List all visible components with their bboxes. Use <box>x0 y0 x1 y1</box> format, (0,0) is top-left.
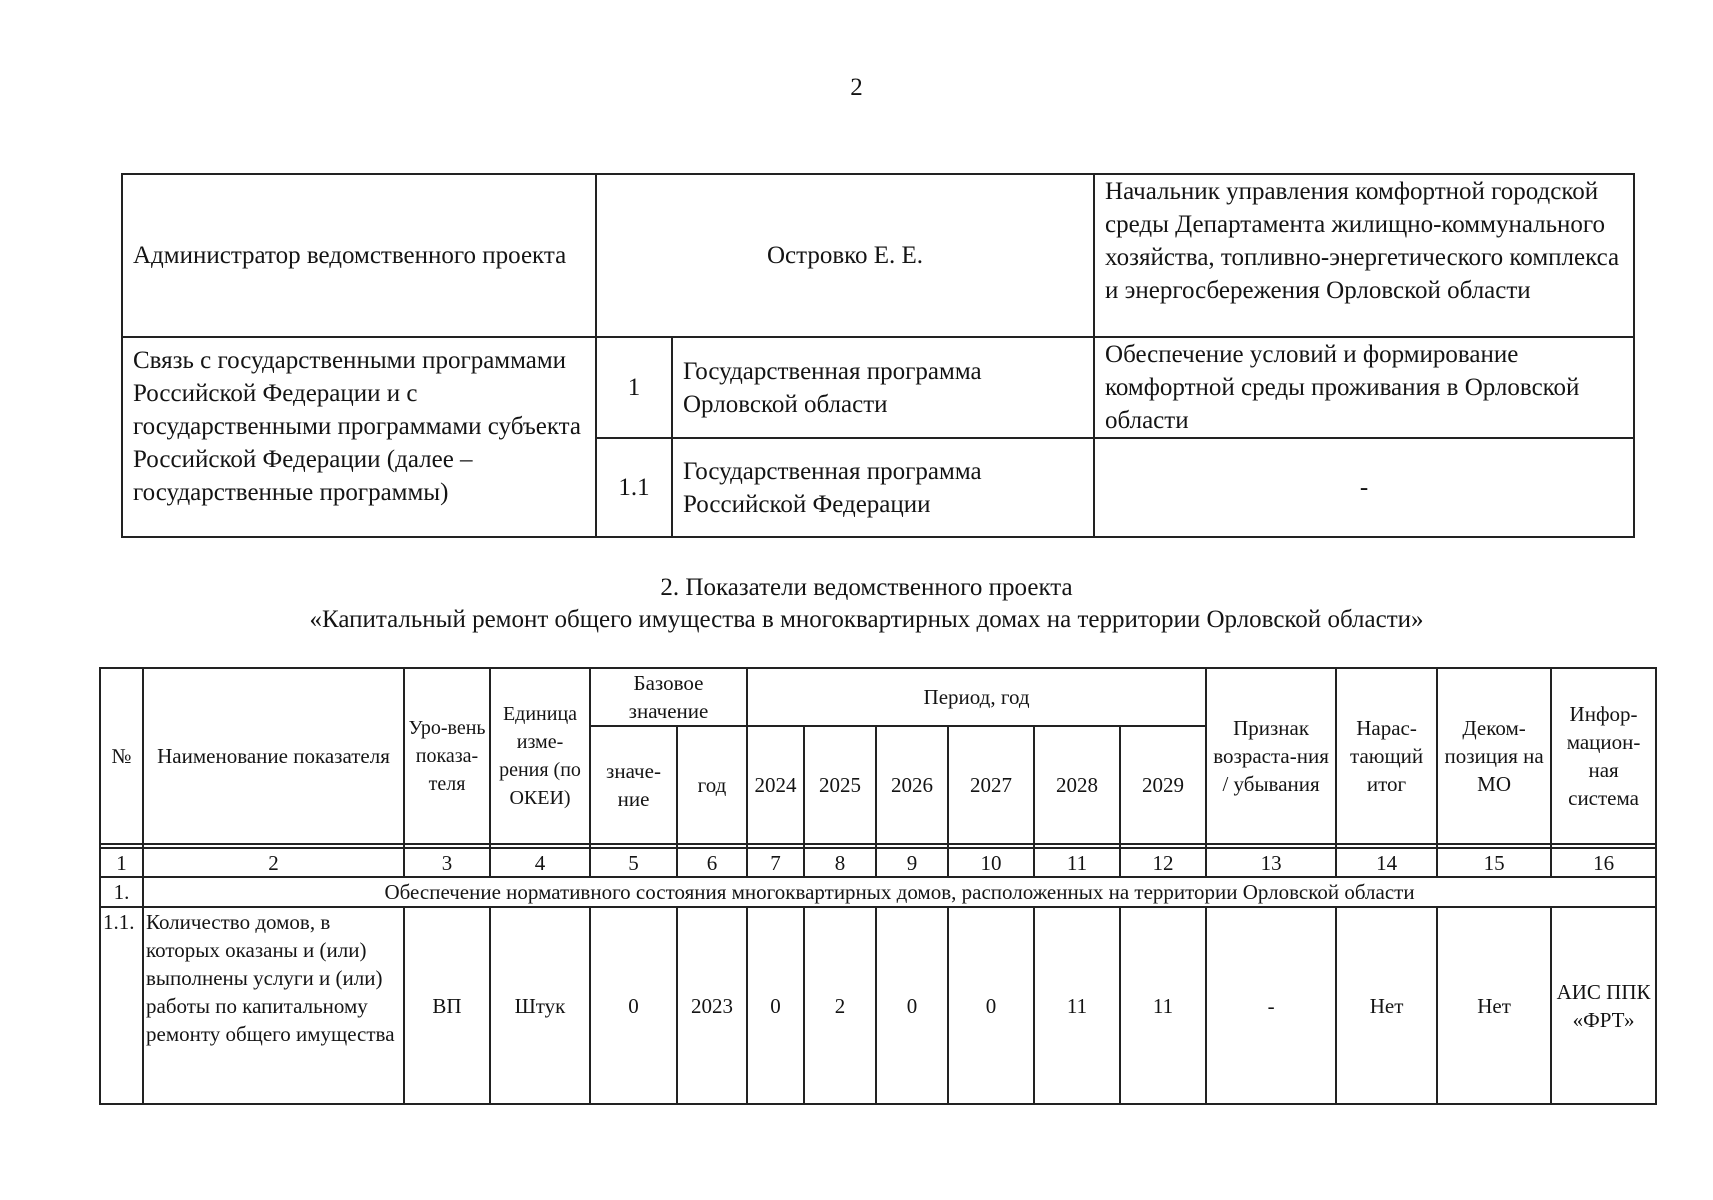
row-level: ВП <box>404 907 490 1104</box>
column-number: 8 <box>804 848 876 877</box>
section-title-line-1: 2. Показатели ведомственного проекта <box>660 574 1073 601</box>
column-number: 13 <box>1206 848 1336 877</box>
row-cumulative: Нет <box>1336 907 1437 1104</box>
row-value-2028: 11 <box>1034 907 1120 1104</box>
header-year: 2029 <box>1120 726 1206 844</box>
table-row <box>100 907 1656 1104</box>
section-title <box>0 572 1713 636</box>
column-number: 4 <box>490 848 590 877</box>
row-sign: - <box>1206 907 1336 1104</box>
header-num: № <box>100 668 143 844</box>
page-number: 2 <box>850 74 863 101</box>
column-number: 15 <box>1437 848 1551 877</box>
row-base-year: 2023 <box>677 907 747 1104</box>
header-base-year: год <box>677 726 747 844</box>
program-type: Государственная программа Орловской области <box>672 337 1094 438</box>
row-decomposition: Нет <box>1437 907 1551 1104</box>
admin-position: Начальник управления комфортной городской среды Департамента жилищно-коммунального хозяйства, топливно-энергетического комплекса и энергосбережения Орловской области <box>1094 174 1634 337</box>
header-unit: Единица изме-рения (по ОКЕИ) <box>490 668 590 844</box>
row-unit: Штук <box>490 907 590 1104</box>
row-info-system: АИС ППК «ФРТ» <box>1551 907 1656 1104</box>
row-num: 1.1. <box>100 907 143 1104</box>
project-info-table <box>121 173 1635 538</box>
program-number: 1 <box>596 337 672 438</box>
programs-link-label: Связь с государственными программами Российской Федерации и с государственными программами субъекта Российской Федерации (далее – государственные программы) <box>122 337 596 537</box>
program-description: - <box>1094 438 1634 537</box>
row-value-2024: 0 <box>747 907 804 1104</box>
header-level: Уро-вень показа-теля <box>404 668 490 844</box>
header-year: 2025 <box>804 726 876 844</box>
column-number: 3 <box>404 848 490 877</box>
column-number: 7 <box>747 848 804 877</box>
section-row-num: 1. <box>100 877 143 907</box>
program-number: 1.1 <box>596 438 672 537</box>
header-base: Базовое значение <box>590 668 747 726</box>
header-info-system: Инфор-мацион-ная система <box>1551 668 1656 844</box>
indicators-table <box>99 667 1657 1105</box>
header-period: Период, год <box>747 668 1206 726</box>
header-year: 2028 <box>1034 726 1120 844</box>
program-type: Государственная программа Российской Федерации <box>672 438 1094 537</box>
header-name: Наименование показателя <box>143 668 404 844</box>
admin-label: Администратор ведомственного проекта <box>122 174 596 337</box>
column-number: 1 <box>100 848 143 877</box>
row-name: Количество домов, в которых оказаны и (или) выполнены услуги и (или) работы по капитальному ремонту общего имущества <box>143 907 404 1104</box>
column-number: 9 <box>876 848 948 877</box>
header-base-value: значе-ние <box>590 726 677 844</box>
column-number: 11 <box>1034 848 1120 877</box>
column-number: 6 <box>677 848 747 877</box>
row-base-value: 0 <box>590 907 677 1104</box>
row-value-2029: 11 <box>1120 907 1206 1104</box>
program-description: Обеспечение условий и формирование комфортной среды проживания в Орловской области <box>1094 337 1634 438</box>
row-value-2026: 0 <box>876 907 948 1104</box>
column-number: 2 <box>143 848 404 877</box>
column-number: 16 <box>1551 848 1656 877</box>
admin-name: Островко Е. Е. <box>596 174 1094 337</box>
column-number: 5 <box>590 848 677 877</box>
header-year: 2026 <box>876 726 948 844</box>
row-value-2027: 0 <box>948 907 1034 1104</box>
column-number: 14 <box>1336 848 1437 877</box>
header-decomposition: Деком-позиция на МО <box>1437 668 1551 844</box>
row-value-2025: 2 <box>804 907 876 1104</box>
section-row-title: Обеспечение нормативного состояния многоквартирных домов, расположенных на территории Орловской области <box>143 877 1656 907</box>
column-number: 12 <box>1120 848 1206 877</box>
column-number: 10 <box>948 848 1034 877</box>
section-title-line-2: «Капитальный ремонт общего имущества в многоквартирных домах на территории Орловской области» <box>309 606 1424 633</box>
header-sign: Признак возраста-ния / убывания <box>1206 668 1336 844</box>
header-year: 2024 <box>747 726 804 844</box>
header-year: 2027 <box>948 726 1034 844</box>
header-cumulative: Нарас-тающий итог <box>1336 668 1437 844</box>
